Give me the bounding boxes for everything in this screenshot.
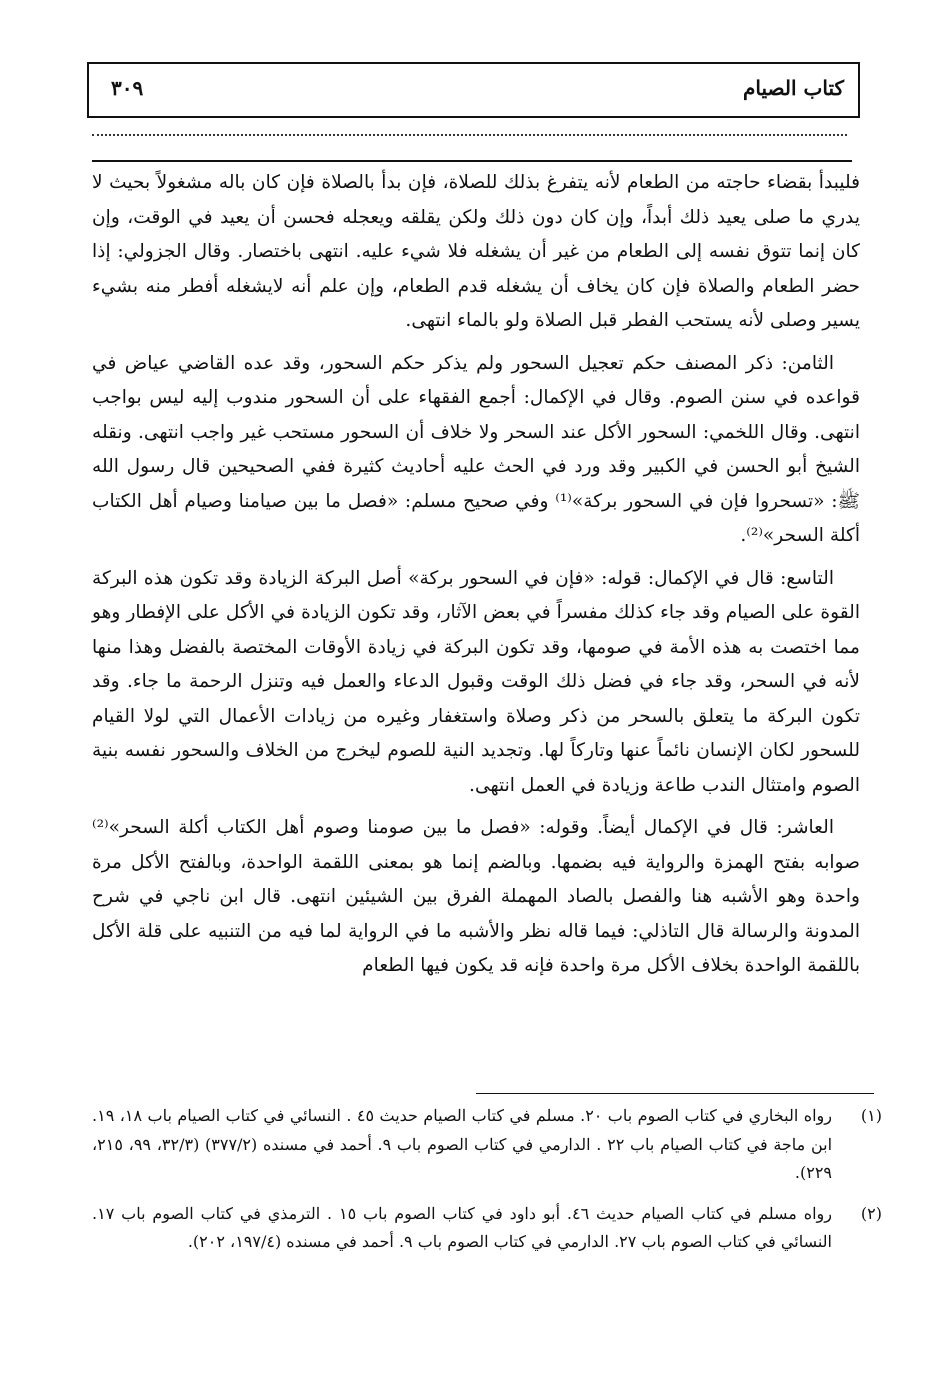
main-text (92, 166, 860, 984)
paragraph-ninth: التاسع: قال في الإكمال: قوله: «فإن في السحور بركة» أصل البركة الزيادة وقد تكون هذه البركة القوة على الصيام وقد جاء كذلك مفسراً في بعض الآثار، وقد تكون الزيادة في الأكل على الإفطار وهو مما اختصت به هذه الأمة في صومها، وقد تكون البركة في زيادة الأوقات المختصة بالفضل وهذا منها لأنه في السحر، وقد جاء في فضل ذلك الوقت وقبول الدعاء والعمل فيه وتنزل الرحمة ما جاء. وقد تكون البركة ما يتعلق بالسحر من ذكر وصلاة واستغفار وغيره من زيادات الأعمال التي لولا القيام للسحور لكان الإنسان نائماً عنها وتاركاً لها. وتجديد النية للصوم ليخرج من الخلاف والسحور نفسه بنية الصوم وامتثال الندب طاعة وزيادة في العمل انتهى. (92, 567, 860, 796)
page-number: ٣٠٩ (111, 76, 144, 100)
footnote-rule (476, 1093, 874, 1094)
running-header (87, 62, 860, 118)
paragraph-continuation: فليبدأ بقضاء حاجته من الطعام لأنه يتفرغ بذلك للصلاة، فإن بدأ بالصلاة فإن كان باله مشغولاً بحيث لا يدري ما صلى يعيد ذلك أبداً، وإن كان دون ذلك ولكن يقلقه ويعجله فحسن أن يعيد في الوقت، وإن كان إنما تتوق نفسه إلى الطعام من غير أن يشغله فلا شيء عليه. انتهى باختصار. وقال الجزولي: إذا حضر الطعام والصلاة فإن كان يخاف أن يشغله قدم الطعام، وإن علم أنه لايشغله أفطر منه بشيء يسير وصلى لأنه يستحب الفطر قبل الصلاة ولو بالماء انتهى. (92, 172, 860, 331)
footnote-number: (١) (860, 1106, 882, 1125)
paragraph-eighth: الثامن: ذكر المصنف حكم تعجيل السحور ولم يذكر حكم السحور، وقد عده القاضي عياض في قواعده في سنن الصوم. وقال في الإكمال: أجمع الفقهاء على أن السحور مندوب إليه ليس بواجب انتهى. وقال اللخمي: السحور الأكل عند السحر ولا خلاف أن السحور مستحب غير واجب انتهى. ونقله الشيخ أبو الحسن في الكبير وقد ورد في الحث عليه أحاديث كثيرة ففي الصحيحين قال رسول الله ﷺ: «تسحروا فإن في السحور بركة»⁽¹⁾ وفي صحيح مسلم: «فصل ما بين صيامنا وصيام أهل الكتاب أكلة السحر»⁽²⁾. (92, 352, 861, 546)
dotted-divider (92, 134, 847, 136)
header-rule (92, 160, 852, 162)
book-title: كتاب الصيام (743, 76, 844, 100)
footnotes (92, 1102, 882, 1257)
footnote (92, 1102, 882, 1188)
footnote-text: رواه مسلم في كتاب الصيام حديث ٤٦. أبو داود في كتاب الصوم باب ١٥ . الترمذي في كتاب الصوم باب ١٧. النسائي في كتاب الصوم باب ٢٧. الدارمي في كتاب الصوم باب ٩. أحمد في مسنده (١٩٧/٤، ٢٠٢). (92, 1203, 832, 1251)
footnote-number: (٢) (860, 1203, 882, 1223)
footnote-text: رواه البخاري في كتاب الصوم باب ٢٠. مسلم في كتاب الصيام حديث ٤٥ . النسائي في كتاب الصيام باب ١٨، ١٩. ابن ماجة في كتاب الصيام باب ٢٢ . الدارمي في كتاب الصوم باب ٩. أحمد في مسنده (٣٧٧/٢) (٣٢/٣، ٩٩، ٢١٥، ٢٢٩). (92, 1106, 833, 1182)
footnote (92, 1200, 882, 1257)
paragraph-tenth: العاشر: قال في الإكمال أيضاً. وقوله: «فصل ما بين صومنا وصوم أهل الكتاب أكلة السحر»⁽²⁾ صوابه بفتح الهمزة والرواية فيه بضمها. وبالضم إنما هو بمعنى اللقمة الواحدة، وبالفتح الأكل مرة واحدة وهو الأشبه هنا والفصل بالصاد المهملة الفرق بين الشيئين انتهى. قال ابن ناجي في شرح المدونة والرسالة قال التاذلي: فيما قاله نظر والأشبه ما في الرواية لما فيه من التنبيه على قلة الأكل باللقمة الواحدة بخلاف الأكل مرة واحدة فإنه قد يكون فيها الطعام (92, 817, 860, 976)
